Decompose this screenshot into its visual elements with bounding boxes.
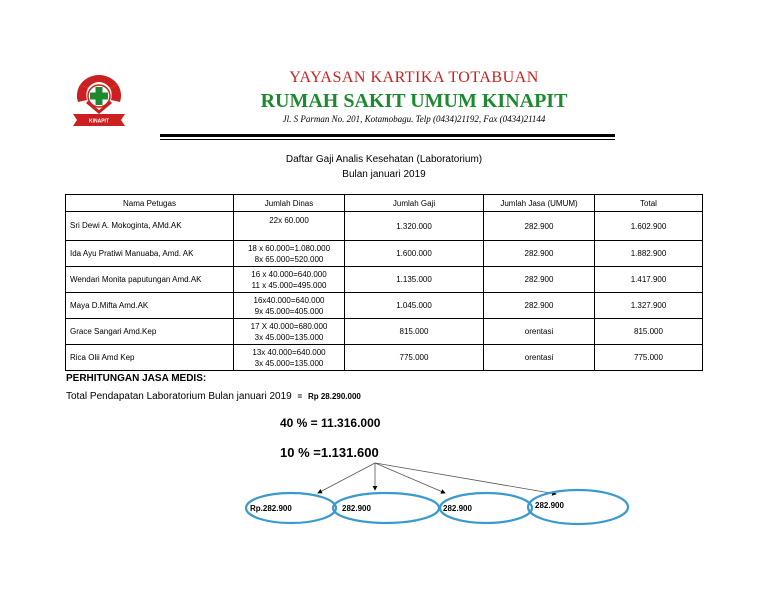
cell-jasa: 282.900 [484,212,595,241]
cell-name: Ida Ayu Pratiwi Manuaba, Amd. AK [66,241,234,267]
dinas-line-1: 18 x 60.000=1.080.000 [247,243,331,253]
cell-gaji: 1.600.000 [345,241,484,267]
total-income-value: Rp 28.290.000 [307,392,361,401]
cell-jasa: orentasi [484,345,595,371]
cell-name: Wendari Monita paputungan Amd.AK [66,267,234,293]
header-nama-petugas: Nama Petugas [66,195,234,212]
org-address: Jl. S Parman No. 201, Kotamobagu. Telp (0434)21192, Fax (0434)21144 [282,114,546,124]
header-jumlah-jasa: Jumlah Jasa (UMUM) [484,195,595,212]
header-jumlah-gaji: Jumlah Gaji [345,195,484,212]
dinas-line-1: 16 x 40.000=640.000 [251,269,327,279]
cell-gaji: 1.135.000 [345,267,484,293]
logo-ribbon-text: KINAPIT [89,118,109,125]
dinas-line-1: 13x 40.000=640.000 [252,347,326,357]
dinas-line-1: 22x 60.000 [269,216,309,225]
cell-gaji: 775.000 [345,345,484,371]
cell-total: 815.000 [595,319,703,345]
org-name-yayasan: YAYASAN KARTIKA TOTABUAN [289,69,539,86]
cell-name: Rica Olii Amd Kep [66,345,234,371]
cell-jasa: 282.900 [484,293,595,319]
cell-name: Grace Sangari Amd.Kep [66,319,234,345]
split-amount-3: 282.900 [443,504,472,513]
dinas-line-2: 8x 65.000=520.000 [254,254,324,264]
header-total: Total [595,195,703,212]
cell-total: 775.000 [595,345,703,371]
percent-40-line: 40 % = 11.316.000 [280,416,381,430]
arrow-to-split-1 [318,463,375,493]
split-amount-4: 282.900 [535,501,564,510]
cell-gaji: 815.000 [345,319,484,345]
percent-10-line: 10 % =1.131.600 [280,445,379,460]
dinas-line-2: 9x 45.000=405.000 [254,306,324,316]
dinas-line-2: 11 x 45.000=495.000 [251,280,327,290]
cell-jasa: 282.900 [484,241,595,267]
split-amount-1: Rp.282.900 [250,504,292,513]
cell-total: 1.602.900 [595,212,703,241]
perhitungan-heading: PERHITUNGAN JASA MEDIS: [66,373,207,384]
cell-name: Maya D.Mifta Amd.AK [66,293,234,319]
arrow-to-split-3 [375,463,445,493]
document-period: Bulan januari 2019 [342,169,426,180]
document-title: Daftar Gaji Analis Kesehatan (Laboratorium) [285,154,483,165]
dinas-line-1: 17 X 40.000=680.000 [250,321,328,331]
cell-name: Sri Dewi A. Mokoginta, AMd.AK [66,212,234,241]
cell-gaji: 1.320.000 [345,212,484,241]
cell-total: 1.327.900 [595,293,703,319]
split-amount-2: 282.900 [342,504,371,513]
dinas-line-2: 3x 45.000=135.000 [254,332,324,342]
total-income-label: Total Pendapatan Laboratorium Bulan januari 2019 [66,391,292,402]
cell-jasa: orentasi [484,319,595,345]
total-income-eq: = [297,392,303,401]
cell-jasa: 282.900 [484,267,595,293]
cell-total: 1.417.900 [595,267,703,293]
header-jumlah-dinas: Jumlah Dinas [234,195,345,212]
arrow-to-split-4 [375,463,556,494]
dinas-line-2: 3x 45.000=135.000 [254,358,324,368]
cell-gaji: 1.045.000 [345,293,484,319]
cell-total: 1.882.900 [595,241,703,267]
dinas-line-1: 16x40.000=640.000 [253,295,325,305]
org-name-hospital: RUMAH SAKIT UMUM KINAPIT [260,90,568,112]
